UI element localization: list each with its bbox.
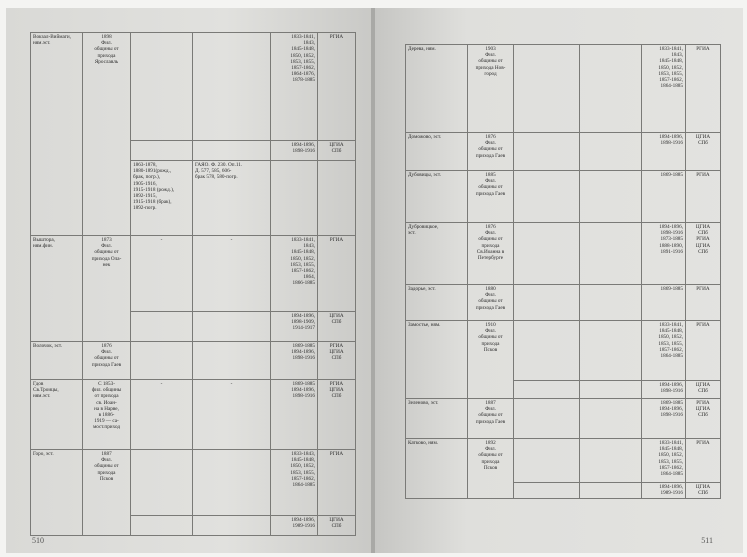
row-archive: РГИА [686,285,721,321]
row-archive: ЦГИА СПб [686,381,721,399]
row-name: Замостье, ням. [406,321,468,399]
row-name: Волочок, эст. [31,342,83,380]
row-years: 1869-1885 [642,171,686,223]
row-archive: ЦГИА СПб [686,483,721,499]
left-page [6,8,373,553]
page-number: 511 [701,536,713,545]
row-name: Зеленово, эст. [406,399,468,439]
row-archive: РГИА [686,45,721,133]
row-archive: РГИА [686,439,721,483]
empty-dash: - [193,380,271,450]
row-name: Гдов Св.Троицы, ням.эст. [31,380,83,450]
page-number: 510 [32,536,44,545]
row-name: Задорье, эст. [406,285,468,321]
right-page [375,8,743,553]
row-archive: РГИА [686,171,721,223]
row-archive: ЦГИА СПб [686,133,721,171]
row-church: 1887 Фил. общины от прихода Гаев [468,399,514,439]
row-years: 1894-1896, 1898-1916 [271,141,318,161]
book-spread [6,8,743,553]
row-name: Доможово, эст. [406,133,468,171]
row-church: С 1853- фил. общины от прихода св. Иоан- на в Нарве, в 1886- 1919 — са- мост.приход [83,380,131,450]
row-years: 1869-1885 1894-1896, 1898-1916 [271,380,318,450]
row-archive: РГИА [318,33,356,141]
row-name: Катково, ням. [406,439,468,499]
row-years: 1833-1843, 1845-1848, 1850, 1852, 1853, 1855, 1857-1862, 1864-1885 [271,450,318,516]
row-archive: ЦГИА СПб [318,516,356,536]
row-archive: РГИА ЦГИА СПб [318,342,356,380]
row-years: 1833-1841, 1845-1848, 1850, 1852, 1853, 1855, 1857-1862, 1864-1885 [642,321,686,381]
row-name: Дерева, ням. [406,45,468,133]
row-years: 1894-1896, 1898-1916 [642,381,686,399]
row-years: 1833-1841, 1845-1848, 1850, 1852, 1853, 1855, 1857-1862, 1864-1885 [642,439,686,483]
row-church: 1876 Фил. общины от прихода Гаев [468,133,514,171]
row-years: 1869-1885 1894-1896, 1898-1916 [642,399,686,439]
row-church: 1885 Фил. общины от прихода Гаев [468,171,514,223]
row-church: 1876 Фил. общины от прихода Св.Иоанна в Петербурге [468,223,514,285]
row-church: 1898 Фил. общины от прихода Ярославль [83,33,131,236]
row-years: 1833-1841, 1843, 1845-1848, 1850, 1852, 1853, 1855, 1857-1862, 1864, 1866-1885 [271,236,318,312]
row-archive: РГИА [318,450,356,516]
row-church: 1910 Фил. общины от прихода Псков [468,321,514,399]
row-years: 1894-1896, 1898-1909, 1914-1917 [271,312,318,342]
row-name: Выштора, ням.фин. [31,236,83,342]
row-years: 1869-1885 1894-1896, 1898-1916 [271,342,318,380]
row-church: 1876 Фил. общины от прихода Гаев [83,342,131,380]
row-name: Горо, эст. [31,450,83,536]
row-archive: РГИА [686,321,721,381]
row-church: 1880 Фил. общины от прихода Гаев [468,285,514,321]
row-years: 1869-1885 [642,285,686,321]
row-years: 1833-1841, 1843, 1845-1848, 1850, 1852, 1853, 1855, 1857-1862, 1864-1885 [642,45,686,133]
row-archive: ЦГИА СПб [318,141,356,161]
row-church: 1892 Фил. общины от прихода Псков [468,439,514,499]
row-archive: РГИА ЦГИА СПб [318,380,356,450]
row-archive: РГИА ЦГИА СПб [686,399,721,439]
row-years: 1894-1896, 1989-1916 [642,483,686,499]
empty-dash: - [193,236,271,312]
row-years: 1894-1896, 1989-1916 [271,516,318,536]
row-name: Вокзал-Виймаги, ням.эст. [31,33,83,236]
row-note: ГАЯО. Ф. 230. Оп.11. Д. 577, 585, 606- брак 578, 580-погр. [193,161,271,236]
empty-dash: - [131,380,193,450]
row-church: 1887 Фил. общины от прихода Псков [83,450,131,536]
empty-dash: - [131,236,193,312]
row-church: 1903 Фил. общины от прихода Нов- город [468,45,514,133]
row-archive: ЦГИА СПб [318,312,356,342]
row-church: 1873 Фил. общины от прихода Ола- нек [83,236,131,342]
right-table [405,44,721,499]
row-years: 1894-1896, 1898-1916 1873-1885 1888-1890, 1891-1916 [642,223,686,285]
row-note: 1863-1878, 1880-1891(рожд., брак, погр.), 1905-1916, 1915-1918 (рожд.), 1892-1915, 1915-1918 (брак), 1892-погр. [131,161,193,236]
row-name: Дубровицкое, эст. [406,223,468,285]
row-archive: РГИА [318,236,356,312]
row-archive: ЦГИА СПб РГИА ЦГИА СПб [686,223,721,285]
row-years: 1833-1841, 1843, 1845-1848, 1850, 1852, 1853, 1855, 1857-1862, 1864-1876, 1878-1885 [271,33,318,141]
row-years: 1894-1896, 1898-1916 [642,133,686,171]
left-table [30,32,356,536]
row-name: Дубовицы, эст. [406,171,468,223]
